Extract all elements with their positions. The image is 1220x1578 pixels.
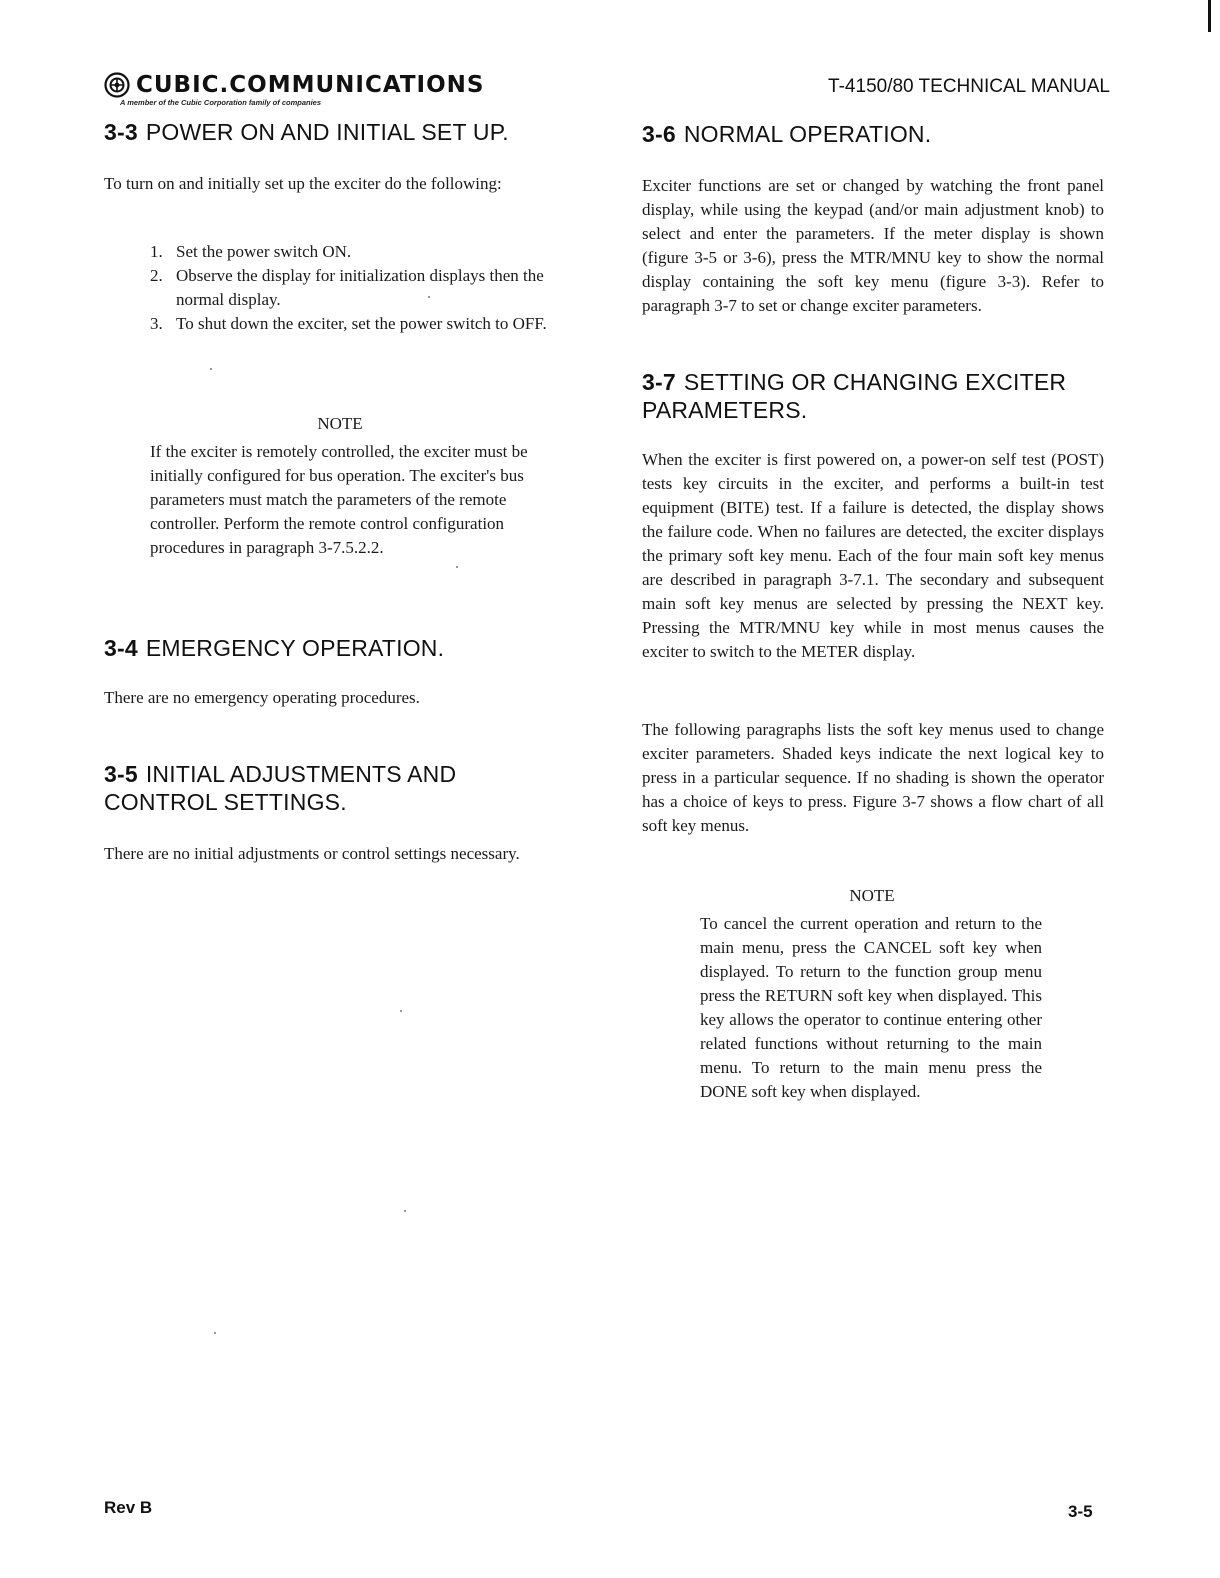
section-3-4-text: There are no emergency operating procedures.: [104, 688, 420, 707]
section-title-line1: INITIAL ADJUSTMENTS AND: [145, 761, 457, 787]
scan-speck: [456, 566, 458, 568]
section-number: 3-6: [642, 121, 676, 147]
brand-row: [104, 72, 564, 98]
company-header: [104, 72, 564, 107]
section-title: NORMAL OPERATION.: [683, 121, 932, 147]
section-3-7-heading: [642, 368, 1112, 424]
step-number: 3.: [150, 314, 163, 333]
section-title-line1: SETTING OR CHANGING EXCITER: [683, 369, 1067, 395]
section-3-6-heading: [642, 120, 1112, 148]
section-title: POWER ON AND INITIAL SET UP.: [145, 119, 509, 145]
scan-speck: [404, 1210, 406, 1212]
page-number: 3-5: [1068, 1502, 1093, 1521]
scan-edge-line: [1208, 0, 1211, 32]
list-item: [150, 312, 570, 336]
section-number: 3-7: [642, 369, 676, 395]
step-number: 2.: [150, 266, 163, 285]
company-name: CUBIC.COMMUNICATIONS: [136, 72, 485, 98]
scan-speck: [400, 1010, 402, 1012]
step-text: Set the power switch ON.: [176, 242, 352, 261]
section-3-5-heading: [104, 760, 574, 816]
section-3-7-para2: The following paragraphs lists the soft key menus used to change exciter parameters. Shaded keys indicate the next logical key to press in a particular sequence. If no shading is shown the operator has a choice of keys to press. Figure 3-7 shows a flow chart of all soft key menus.: [642, 720, 1104, 835]
scan-speck: [214, 1332, 216, 1334]
scan-speck: [210, 368, 212, 370]
note-text: If the exciter is remotely controlled, the exciter must be initially configured for bus operation. The exciter's bus parameters must match the parameters of the remote controller. Perform the remote control configuration procedures in paragraph 3-7.5.2.2.: [150, 442, 528, 557]
section-3-7-para1: When the exciter is first powered on, a power-on self test (POST) tests key circuits in the exciter, and performs a built-in test equipment (BITE) test. If a failure is detected, the display shows the failure code. When no failures are detected, the exciter displays the primary soft key menu. Each of the four main soft key menus are described in paragraph 3-7.1. The secondary and subsequent main soft key menus are selected by pressing the NEXT key. Pressing the MTR/MNU key while in most menus causes the exciter to switch to the METER display.: [642, 450, 1104, 661]
revision-label: Rev B: [104, 1498, 153, 1517]
section-3-3-intro: To turn on and initially set up the exciter do the following:: [104, 174, 502, 193]
step-text: Observe the display for initialization displays then the normal display.: [176, 266, 544, 309]
section-number: 3-3: [104, 119, 138, 145]
note-title: NOTE: [849, 886, 895, 905]
list-item: [150, 240, 570, 264]
note-text: To cancel the current operation and return to the main menu, press the CANCEL soft key when displayed. To return to the function group menu press the RETURN soft key when displayed. This key allows the operator to continue entering other related functions without returning to the main menu. To return to the main menu press the DONE soft key when displayed.: [700, 914, 1042, 1101]
section-title-line2: PARAMETERS.: [642, 397, 808, 423]
section-title: EMERGENCY OPERATION.: [145, 635, 445, 661]
power-on-steps: [150, 240, 570, 336]
section-number: 3-4: [104, 635, 138, 661]
section-number: 3-5: [104, 761, 138, 787]
step-number: 1.: [150, 242, 163, 261]
section-3-6-text: Exciter functions are set or changed by watching the front panel display, while using the keypad (and/or main adjustment knob) to select and enter the parameters. If the meter display is shown (figure 3-5 or 3-6), press the MTR/MNU key to show the normal display containing the soft key menu (figure 3-3). Refer to paragraph 3-7 to set or change exciter parameters.: [642, 176, 1104, 315]
section-3-4-heading: [104, 634, 574, 662]
note-title: NOTE: [317, 414, 363, 433]
list-item: [150, 264, 570, 312]
manual-title: T-4150/80 TECHNICAL MANUAL: [828, 76, 1110, 97]
section-title-line2: CONTROL SETTINGS.: [104, 789, 347, 815]
step-text: To shut down the exciter, set the power switch to OFF.: [176, 314, 547, 333]
scan-speck: [428, 296, 430, 298]
cubic-logo-icon: [104, 72, 130, 98]
company-tagline: A member of the Cubic Corporation family of companies: [120, 98, 321, 107]
section-3-5-text: There are no initial adjustments or control settings necessary.: [104, 844, 520, 863]
section-3-3-heading: [104, 118, 574, 146]
